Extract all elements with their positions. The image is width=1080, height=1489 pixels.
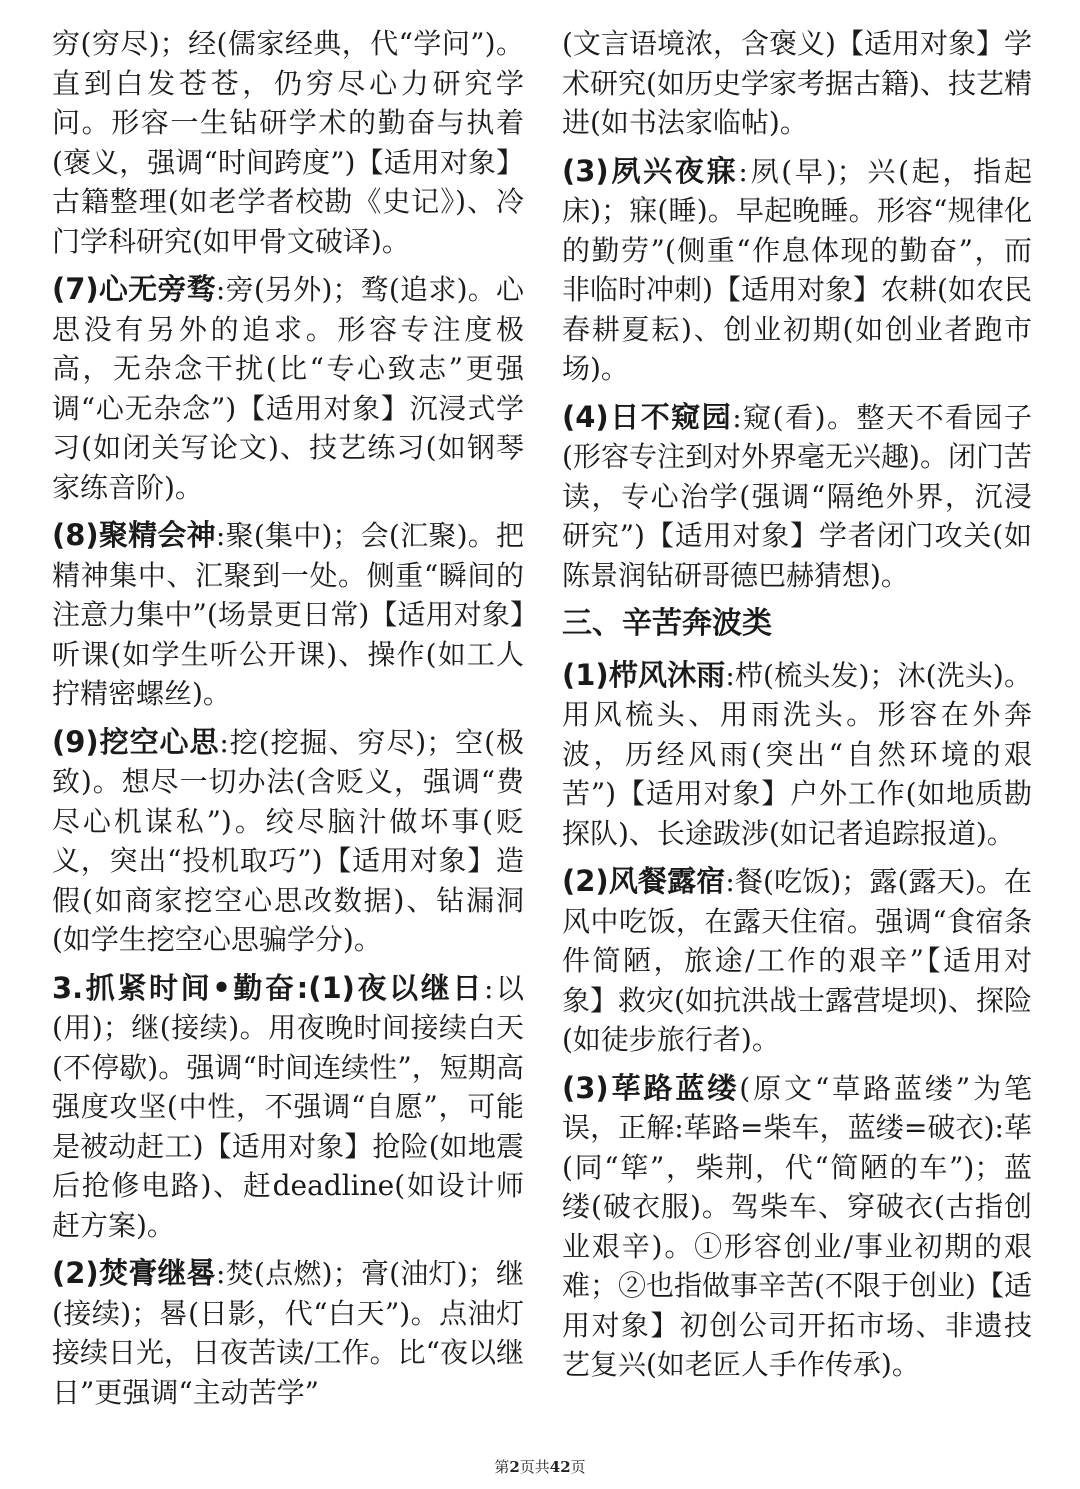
entry-body: 旁(另外)；骛(追求)。心思没有另外的追求。形容专注度极高，无杂念干扰(比“专心致志”更强调“心无杂念”)【适用对象】沉浸式学习(如闭关写论文)、技艺练习(如钢琴家练音阶)。	[52, 273, 524, 504]
page-number: 2	[509, 1458, 520, 1476]
separator: :	[732, 400, 742, 434]
entry-body: 穷(穷尽)；经(儒家经典，代“学问”)。直到白发苍苍，仍穷尽心力研究学问。形容一生钻研学术的勤奋与执着(褒义，强调“时间跨度”)【适用对象】古籍整理(如老学者校勘《史记》)、冷门学科研究(如甲骨文破译)。	[52, 27, 524, 258]
entry-body: (原文“草路蓝缕”为笔误，正解:荜路=柴车，蓝缕=破衣):荜(同“筚”，柴荆，代“简陋的车”)；蓝缕(破衣服)。驾柴车、穿破衣(古指创业艰辛)。①形容创业/事业初期的艰难；②也指做事辛苦(不限于创业)【适用对象】初创公司开拓市场、非遗技艺复兴(如老匠人手作传承)。	[562, 1071, 1032, 1381]
entry-number: (3)	[562, 153, 609, 188]
idiom-title: 夙兴夜寐	[608, 153, 739, 188]
idiom-title: 栉风沐雨	[608, 657, 726, 692]
right-column	[562, 24, 1032, 1394]
separator: :	[483, 971, 494, 1005]
idiom-title: 风餐露宿	[608, 864, 726, 898]
entry-wakongxinsi	[52, 723, 524, 960]
idiom-title: 夜以继日	[354, 970, 484, 1005]
left-column	[52, 24, 524, 1421]
entry-body: 餐(吃饭)；露(露天)。在风中吃饭，在露天住宿。强调“食宿条件简陋，旅途/工作的艰辛”【适用对象】救灾(如抗洪战士露营堤坝)、探险(如徒步旅行者)。	[562, 865, 1032, 1056]
entry-body: 挖(挖掘、穷尽)；空(极致)。想尽一切办法(含贬义，强调“费尽心机谋私”)。绞尽脑汁做坏事(贬义，突出“投机取巧”)【适用对象】造假(如商家挖空心思改数据)、钻漏洞(如学生挖空心思骗学分)。	[52, 725, 524, 956]
entry-xinwupangwu	[52, 270, 524, 507]
entry-number: (2)	[562, 864, 609, 898]
idiom-title: 聚精会神	[98, 518, 216, 552]
entry-number: (7)	[52, 272, 99, 306]
entry-ribukuiyuan	[562, 398, 1032, 596]
separator: :	[296, 970, 309, 1005]
footer-text: 页共	[519, 1458, 550, 1476]
footer-text: 第	[494, 1458, 510, 1476]
section-heading: 三、辛苦奔波类	[562, 606, 772, 641]
entry-jujinghuishen	[52, 516, 524, 714]
entry-number: (2)	[52, 1256, 99, 1290]
group-zhuajinshijian	[52, 969, 524, 1246]
idiom-title: 心无旁骛	[98, 272, 216, 306]
jingxue-entry-continued	[52, 24, 524, 261]
entry-number: (1)	[308, 970, 355, 1005]
entry-zhifengmuyu	[562, 656, 1032, 854]
entry-biluolanlv	[562, 1069, 1032, 1385]
page-total: 42	[549, 1458, 571, 1476]
entry-number: (3)	[562, 1070, 609, 1105]
separator: :	[215, 273, 226, 306]
entry-fengcanlusu	[562, 862, 1032, 1060]
idiom-title: 日不窥园	[608, 399, 733, 434]
entry-body: 窥(看)。整天不看园子(形容专注到对外界毫无兴趣)。闭门苦读，专心治学(强调“隔绝外界，沉浸研究”)【适用对象】学者闭门攻关(如陈景润钻研哥德巴赫猜想)。	[562, 400, 1032, 592]
separator: :	[725, 658, 735, 692]
entry-suxingyemei	[562, 152, 1032, 389]
separator: :	[725, 865, 735, 898]
separator: :	[219, 725, 229, 759]
entry-body: 焚(点燃)；膏(油灯)；继(接续)；晷(日影，代“白天”)。点油灯接续日光，日夜苦读/工作。比“夜以继日”更强调“主动苦学”	[52, 1257, 525, 1409]
idiom-title: 挖空心思	[98, 724, 220, 759]
entry-number: (4)	[562, 399, 609, 434]
entry-body: 夙(早)；兴(起，指起床)；寐(睡)。早起晚睡。形容“规律化的勤劳”(侧重“作息体现的勤奋”，而非临时冲刺)【适用对象】农耕(如农民春耕夏耘)、创业初期(如创业者跑市场)。	[562, 154, 1032, 385]
entry-body: 栉(梳头发)；沐(洗头)。用风梳头、用雨洗头。形容在外奔波，历经风雨(突出“自然环境的艰苦”)【适用对象】户外工作(如地质勘探队)、长途跋涉(如记者追踪报道)。	[562, 658, 1032, 850]
fengaojigui-continued	[562, 24, 1032, 143]
separator: :	[216, 1257, 226, 1290]
entry-number: (9)	[52, 724, 99, 759]
entry-body: 以(用)；继(接续)。用夜晚时间接续白天(不停歇)。强调“时间连续性”，短期高强度攻坚(中性，不强调“自愿”，可能是被动赶工)【适用对象】抢险(如地震后抢修电路)、赶deadline(如设计师赶方案)。	[52, 971, 524, 1242]
idiom-title: 荜路蓝缕	[608, 1070, 740, 1105]
page-footer	[0, 1456, 1080, 1477]
entry-body: 聚(集中)；会(汇聚)。把精神集中、汇聚到一处。侧重“瞬间的注意力集中”(场景更日常)【适用对象】听课(如学生听公开课)、操作(如工人拧精密螺丝)。	[52, 519, 524, 710]
footer-text: 页	[570, 1458, 586, 1476]
idiom-title: 焚膏继晷	[98, 1256, 216, 1290]
separator: :	[738, 154, 748, 188]
entry-number: (8)	[52, 518, 99, 552]
entry-fengaojigui	[52, 1254, 524, 1412]
entry-body: (文言语境浓，含褒义)【适用对象】学术研究(如历史学家考据古籍)、技艺精进(如书法家临帖)。	[562, 27, 1032, 139]
separator: :	[215, 519, 226, 552]
entry-number: (1)	[562, 657, 609, 692]
group-label: 3.抓紧时间•勤奋	[52, 970, 297, 1005]
